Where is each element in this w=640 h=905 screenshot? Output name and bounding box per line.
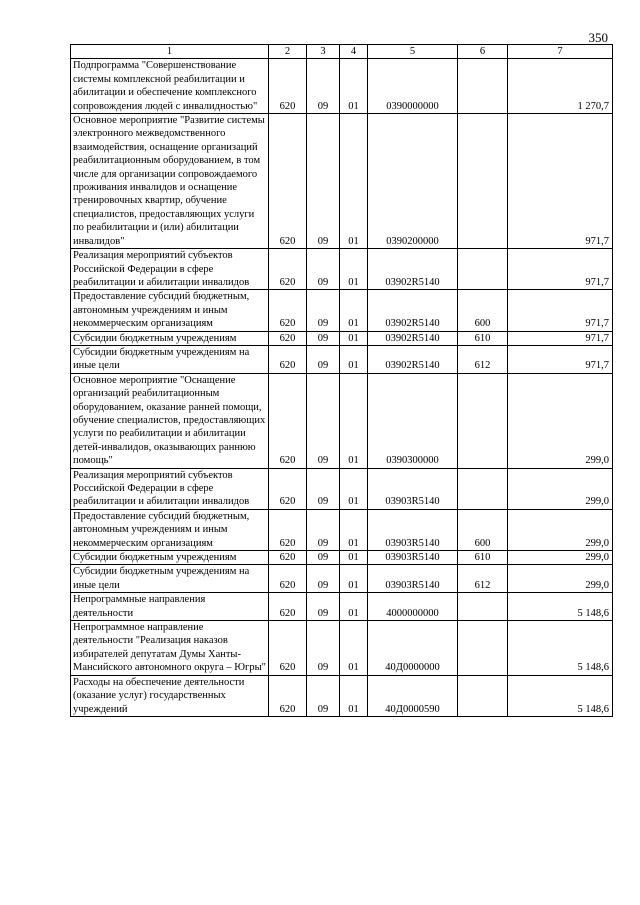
budget-table [70, 44, 613, 717]
section-cell: 09 [307, 468, 340, 509]
amount-cell: 299,0 [508, 468, 613, 509]
subsection-cell: 01 [340, 249, 368, 290]
amount-cell: 971,7 [508, 114, 613, 249]
admin-code-cell: 620 [269, 675, 307, 716]
expense-type-cell [458, 249, 508, 290]
admin-code-cell: 620 [269, 373, 307, 468]
row-name-cell: Реализация мероприятий субъектов Российской Федерации в сфере реабилитации и абилитации инвалидов [71, 468, 269, 509]
expense-type-cell: 612 [458, 345, 508, 373]
table-row [71, 331, 613, 345]
table-row [71, 290, 613, 331]
column-header: 4 [340, 45, 368, 59]
amount-cell: 299,0 [508, 373, 613, 468]
column-header: 5 [368, 45, 458, 59]
section-cell: 09 [307, 249, 340, 290]
table-row [71, 675, 613, 716]
amount-cell: 971,7 [508, 290, 613, 331]
row-name-cell: Субсидии бюджетным учреждениям на иные цели [71, 345, 269, 373]
section-cell: 09 [307, 114, 340, 249]
section-cell: 09 [307, 59, 340, 114]
table-row [71, 551, 613, 565]
expense-type-cell [458, 675, 508, 716]
column-header: 6 [458, 45, 508, 59]
section-cell: 09 [307, 675, 340, 716]
expense-type-cell [458, 114, 508, 249]
section-cell: 09 [307, 509, 340, 550]
admin-code-cell: 620 [269, 249, 307, 290]
table-row [71, 249, 613, 290]
target-article-cell: 03902R5140 [368, 249, 458, 290]
target-article-cell: 03902R5140 [368, 331, 458, 345]
admin-code-cell: 620 [269, 331, 307, 345]
column-header: 3 [307, 45, 340, 59]
column-header: 1 [71, 45, 269, 59]
target-article-cell: 40Д0000000 [368, 621, 458, 676]
target-article-cell: 03902R5140 [368, 290, 458, 331]
admin-code-cell: 620 [269, 509, 307, 550]
row-name-cell: Основное мероприятие "Оснащение организаций реабилитационным оборудованием, оказание ранней помощи, обучение специалистов, предоставляющих услуги по реабилитации и абилитации детей-инвалидов, оказывающих раннюю помощь" [71, 373, 269, 468]
subsection-cell: 01 [340, 593, 368, 621]
table-row [71, 468, 613, 509]
section-cell: 09 [307, 551, 340, 565]
expense-type-cell: 610 [458, 551, 508, 565]
table-row [71, 345, 613, 373]
section-cell: 09 [307, 345, 340, 373]
target-article-cell: 03903R5140 [368, 509, 458, 550]
target-article-cell: 03903R5140 [368, 468, 458, 509]
subsection-cell: 01 [340, 345, 368, 373]
admin-code-cell: 620 [269, 290, 307, 331]
row-name-cell: Предоставление субсидий бюджетным, автономным учреждениям и иным некоммерческим организациям [71, 290, 269, 331]
table-header-row [71, 45, 613, 59]
admin-code-cell: 620 [269, 59, 307, 114]
expense-type-cell [458, 468, 508, 509]
subsection-cell: 01 [340, 114, 368, 249]
table-row [71, 373, 613, 468]
amount-cell: 5 148,6 [508, 593, 613, 621]
table-row [71, 565, 613, 593]
amount-cell: 299,0 [508, 551, 613, 565]
expense-type-cell: 610 [458, 331, 508, 345]
row-name-cell: Субсидии бюджетным учреждениям [71, 551, 269, 565]
subsection-cell: 01 [340, 509, 368, 550]
section-cell: 09 [307, 373, 340, 468]
admin-code-cell: 620 [269, 345, 307, 373]
admin-code-cell: 620 [269, 565, 307, 593]
target-article-cell: 03902R5140 [368, 345, 458, 373]
subsection-cell: 01 [340, 551, 368, 565]
row-name-cell: Предоставление субсидий бюджетным, автономным учреждениям и иным некоммерческим организациям [71, 509, 269, 550]
section-cell: 09 [307, 621, 340, 676]
amount-cell: 971,7 [508, 331, 613, 345]
expense-type-cell [458, 593, 508, 621]
subsection-cell: 01 [340, 468, 368, 509]
expense-type-cell [458, 373, 508, 468]
expense-type-cell: 600 [458, 290, 508, 331]
subsection-cell: 01 [340, 331, 368, 345]
target-article-cell: 03903R5140 [368, 551, 458, 565]
amount-cell: 5 148,6 [508, 621, 613, 676]
subsection-cell: 01 [340, 621, 368, 676]
admin-code-cell: 620 [269, 551, 307, 565]
target-article-cell: 0390300000 [368, 373, 458, 468]
amount-cell: 5 148,6 [508, 675, 613, 716]
subsection-cell: 01 [340, 373, 368, 468]
subsection-cell: 01 [340, 59, 368, 114]
section-cell: 09 [307, 565, 340, 593]
table-row [71, 59, 613, 114]
section-cell: 09 [307, 593, 340, 621]
row-name-cell: Реализация мероприятий субъектов Российской Федерации в сфере реабилитации и абилитации инвалидов [71, 249, 269, 290]
expense-type-cell [458, 59, 508, 114]
amount-cell: 971,7 [508, 249, 613, 290]
table-row [71, 621, 613, 676]
subsection-cell: 01 [340, 565, 368, 593]
target-article-cell: 40Д0000590 [368, 675, 458, 716]
expense-type-cell [458, 621, 508, 676]
row-name-cell: Расходы на обеспечение деятельности (оказание услуг) государственных учреждений [71, 675, 269, 716]
amount-cell: 299,0 [508, 565, 613, 593]
amount-cell: 971,7 [508, 345, 613, 373]
target-article-cell: 4000000000 [368, 593, 458, 621]
row-name-cell: Непрограммное направление деятельности "Реализация наказов избирателей депутатам Думы Ханты-Мансийского автономного округа – Югры" [71, 621, 269, 676]
table-row [71, 509, 613, 550]
column-header: 2 [269, 45, 307, 59]
table-row [71, 593, 613, 621]
row-name-cell: Субсидии бюджетным учреждениям на иные цели [71, 565, 269, 593]
row-name-cell: Основное мероприятие "Развитие системы электронного межведомственного взаимодействия, оснащение организаций реабилитационным оборудованием, в том числе для организации сопровождаемого проживания инвалидов и оснащение тренировочных квартир, обучение специалистов, предоставляющих услуги по реабилитации и (или) абилитации инвалидов" [71, 114, 269, 249]
admin-code-cell: 620 [269, 621, 307, 676]
section-cell: 09 [307, 290, 340, 331]
page-number: 350 [588, 30, 608, 45]
table-row [71, 114, 613, 249]
amount-cell: 1 270,7 [508, 59, 613, 114]
row-name-cell: Непрограммные направления деятельности [71, 593, 269, 621]
subsection-cell: 01 [340, 290, 368, 331]
target-article-cell: 0390000000 [368, 59, 458, 114]
column-header: 7 [508, 45, 613, 59]
subsection-cell: 01 [340, 675, 368, 716]
section-cell: 09 [307, 331, 340, 345]
amount-cell: 299,0 [508, 509, 613, 550]
admin-code-cell: 620 [269, 468, 307, 509]
target-article-cell: 03903R5140 [368, 565, 458, 593]
admin-code-cell: 620 [269, 593, 307, 621]
target-article-cell: 0390200000 [368, 114, 458, 249]
expense-type-cell: 612 [458, 565, 508, 593]
expense-type-cell: 600 [458, 509, 508, 550]
row-name-cell: Субсидии бюджетным учреждениям [71, 331, 269, 345]
row-name-cell: Подпрограмма "Совершенствование системы комплексной реабилитации и абилитации и обеспечение комплексного сопровождения людей с инвалидностью" [71, 59, 269, 114]
admin-code-cell: 620 [269, 114, 307, 249]
